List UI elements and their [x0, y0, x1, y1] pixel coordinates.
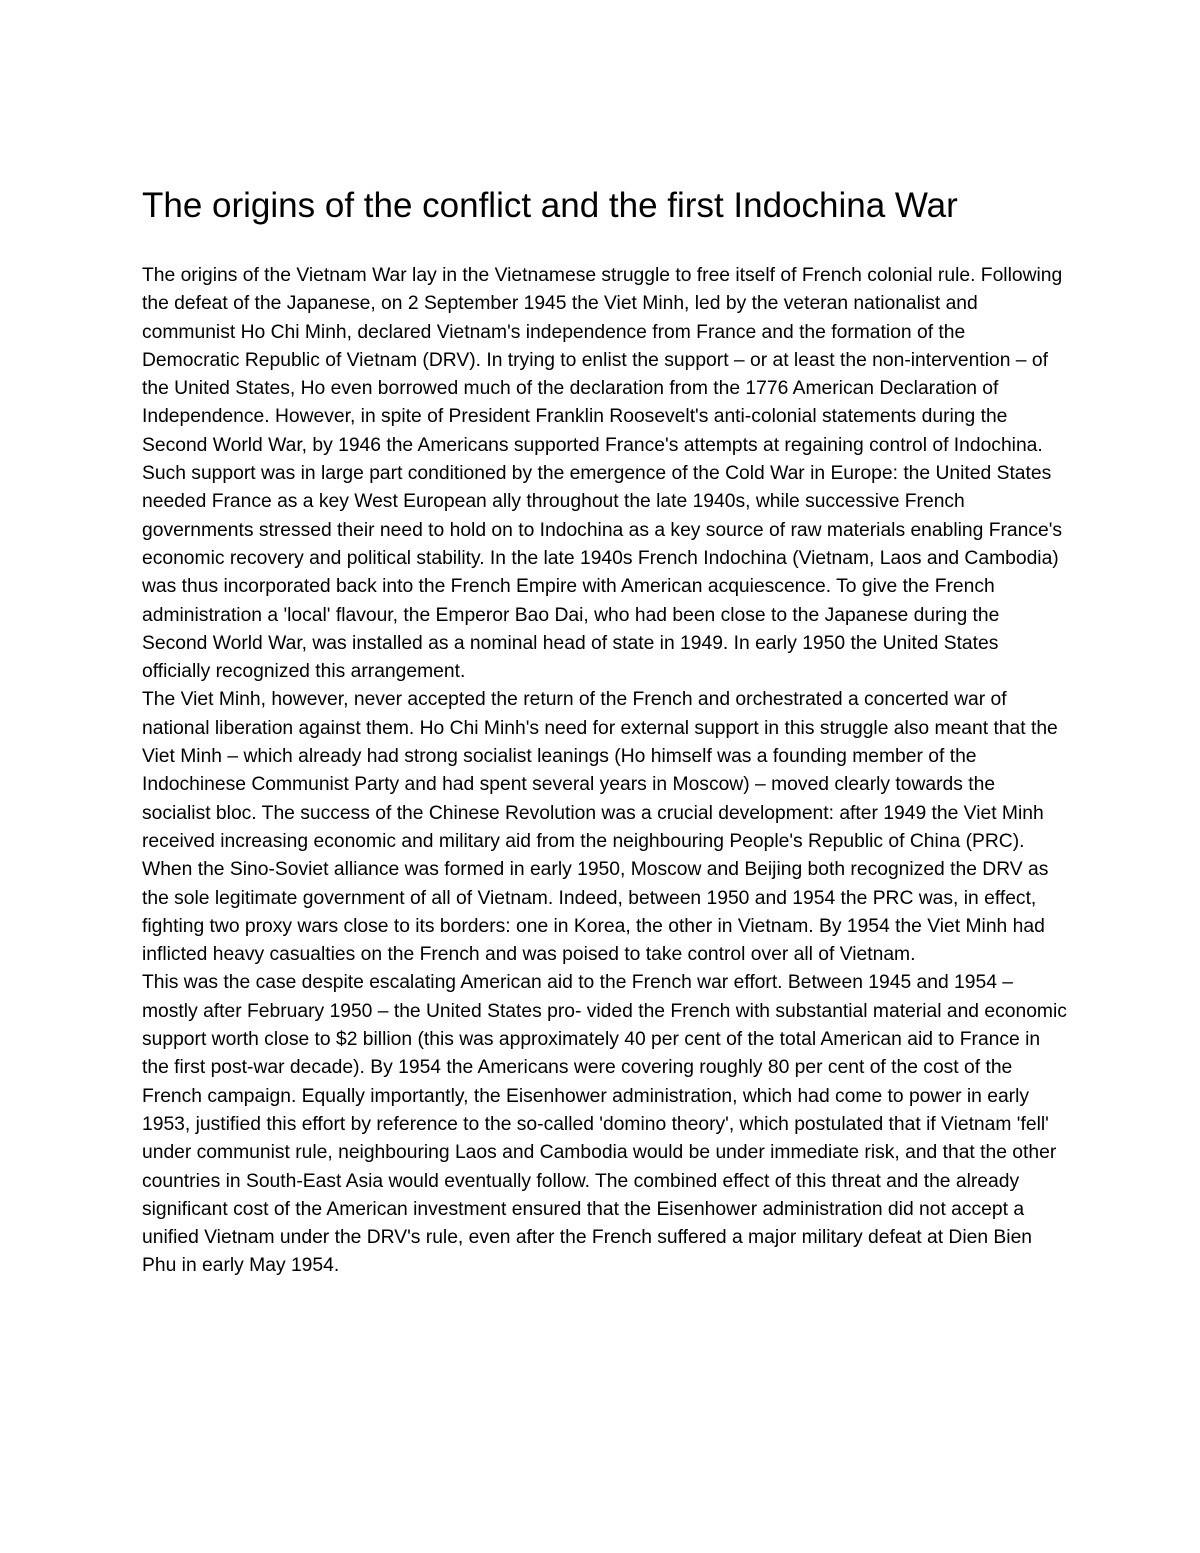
paragraph-origins: The origins of the Vietnam War lay in the Vietnamese struggle to free itself of French colonial rule. Following the defeat of the Japanese, on 2 September 1945 the Viet Minh, led by the veteran nationalist and communist Ho Chi Minh, declared Vietnam's independence from France and the formation of the Democratic Republic of Vietnam (DRV). In trying to enlist the support – or at least the non-intervention – of the United States, Ho even borrowed much of the declaration from the 1776 American Declaration of Independence. However, in spite of President Franklin Roosevelt's anti-colonial statements during the Second World War, by 1946 the Americans supported France's attempts at regaining control of Indochina. Such support was in large part conditioned by the emergence of the Cold War in Europe: the United States needed France as a key West European ally throughout the late 1940s, while successive French governments stressed their need to hold on to Indochina as a key source of raw materials enabling France's economic recovery and political stability. In the late 1940s French Indochina (Vietnam, Laos and Cambodia) was thus incorporated back into the French Empire with American acquiescence. To give the French administration a 'local' flavour, the Emperor Bao Dai, who had been close to the Japanese during the Second World War, was installed as a nominal head of state in 1949. In early 1950 the United States officially recognized this arrangement.	[142, 265, 1063, 683]
paragraph-american-aid: This was the case despite escalating American aid to the French war effort. Between 1945 and 1954 – mostly after February 1950 – the United States pro- vided the French with substantial material and economic support worth close to $2 billion (this was approximately 40 per cent of the total American aid to France in the first post-war decade). By 1954 the Americans were covering roughly 80 per cent of the cost of the French campaign. Equally importantly, the Eisenhower administration, which had come to power in early 1953, justified this effort by reference to the so-called 'domino theory', which postulated that if Vietnam 'fell' under communist rule, neighbouring Laos and Cambodia would be under immediate risk, and that the other countries in South-East Asia would eventually follow. The combined effect of this threat and the already significant cost of the American investment ensured that the Eisenhower administration did not accept a unified Vietnam under the DRV's rule, even after the French suffered a major military defeat at Dien Bien Phu in early May 1954.	[142, 972, 1067, 1277]
paragraph-viet-minh: The Viet Minh, however, never accepted the return of the French and orchestrated a concerted war of national liberation against them. Ho Chi Minh's need for external support in this struggle also meant that the Viet Minh – which already had strong socialist leanings (Ho himself was a founding member of the Indochinese Communist Party and had spent several years in Moscow) – moved clearly towards the socialist bloc. The success of the Chinese Revolution was a crucial development: after 1949 the Viet Minh received increasing economic and military aid from the neighbouring People's Republic of China (PRC). When the Sino-Soviet alliance was formed in early 1950, Moscow and Beijing both recognized the DRV as the sole legitimate government of all of Vietnam. Indeed, between 1950 and 1954 the PRC was, in effect, fighting two proxy wars close to its borders: one in Korea, the other in Vietnam. By 1954 the Viet Minh had inflicted heavy casualties on the French and was poised to take control over all of Vietnam.	[142, 689, 1058, 966]
document-content	[142, 184, 1067, 1281]
document-title: The origins of the conflict and the first Indochina War	[142, 186, 958, 225]
document-body	[142, 262, 1067, 1281]
